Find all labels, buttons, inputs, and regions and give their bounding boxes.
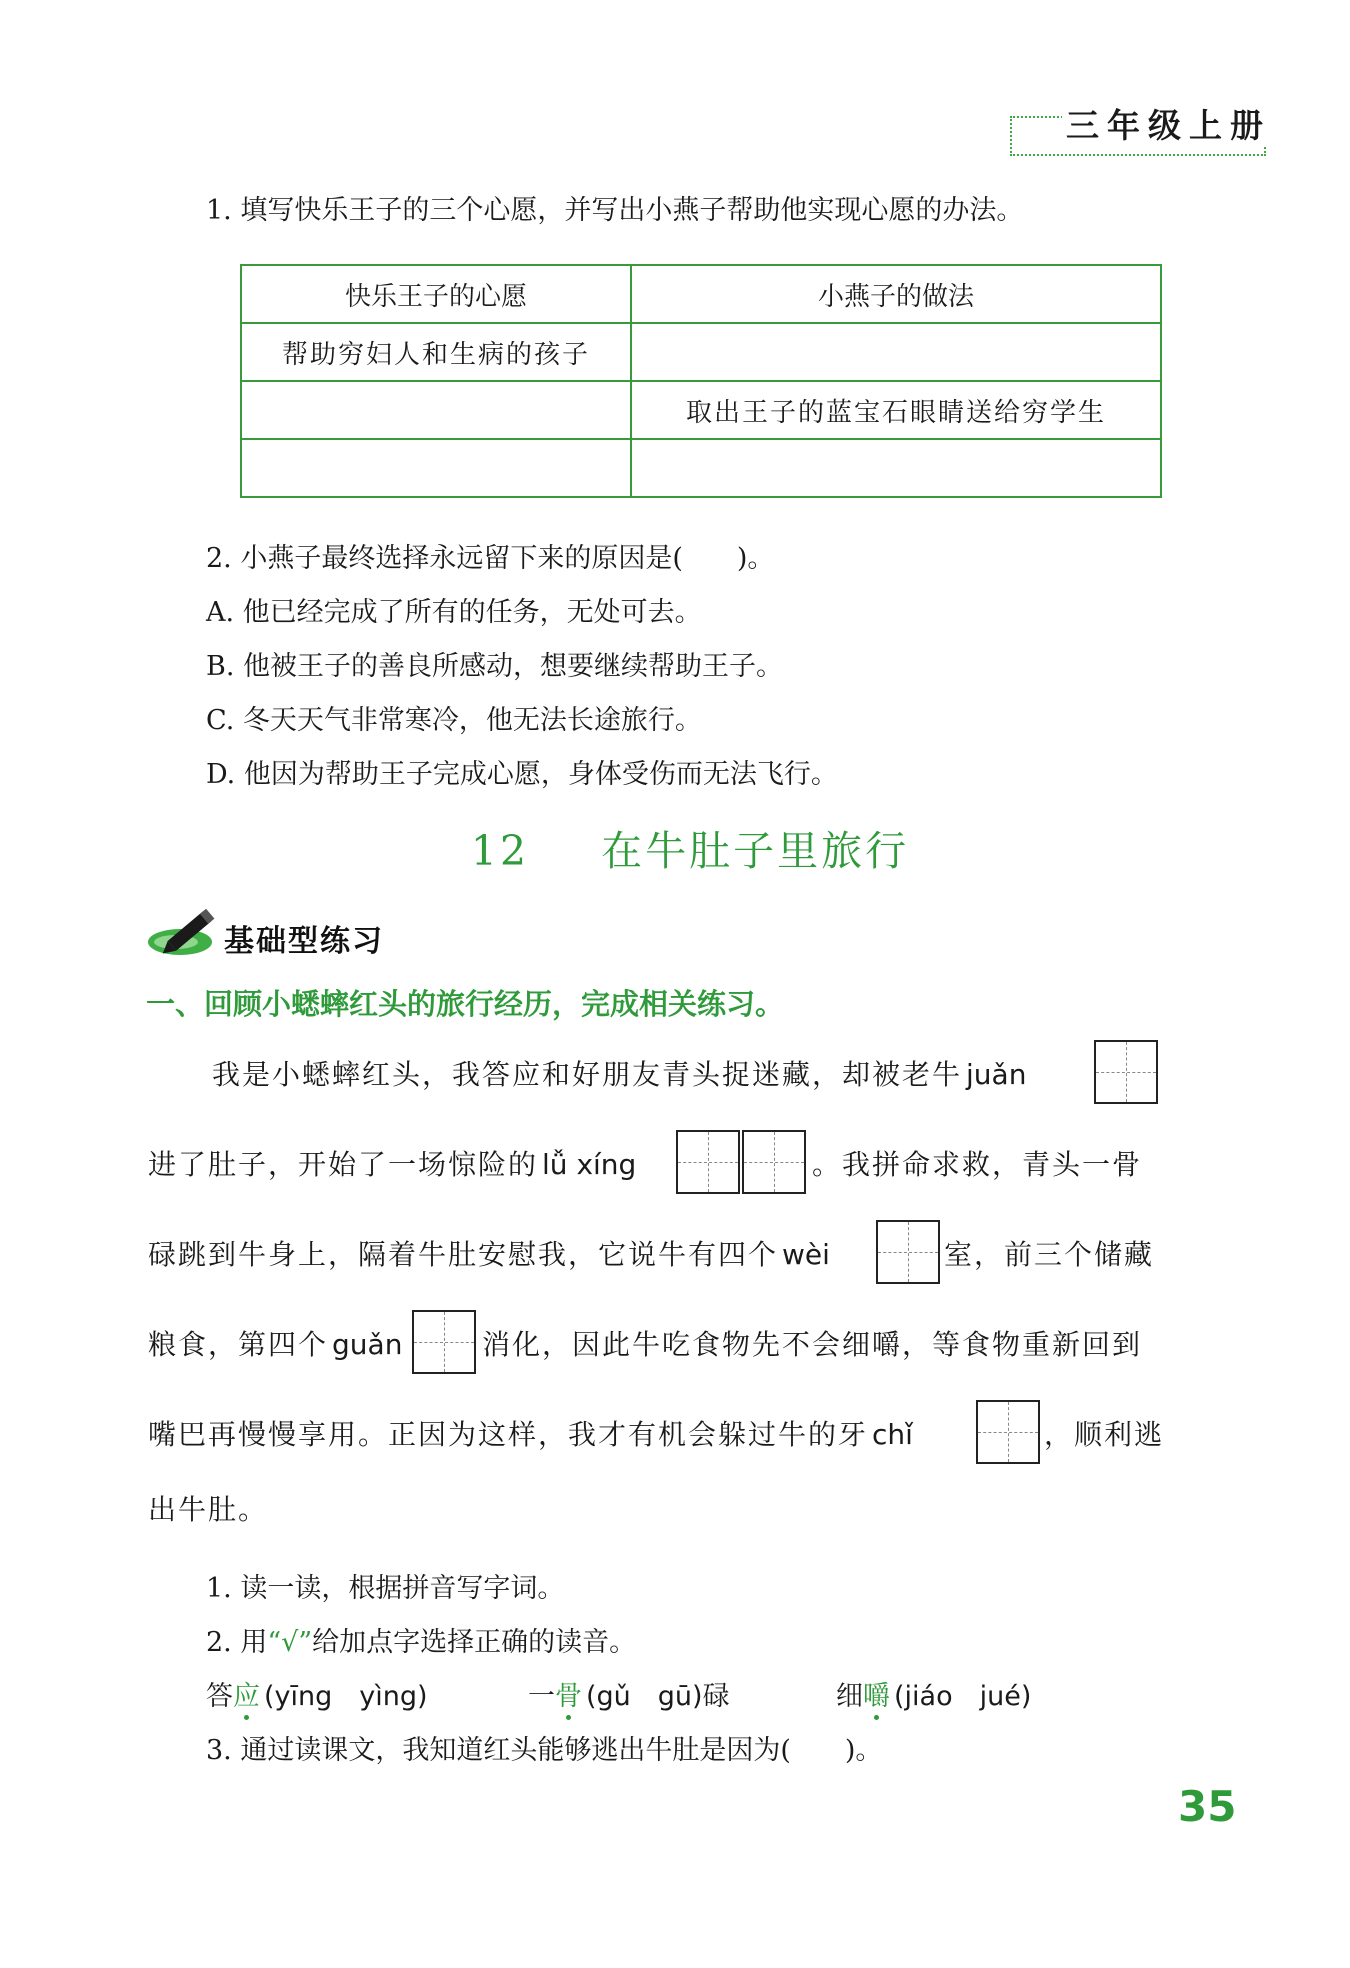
q2-option-b[interactable]: B. 他被王子的善良所感动，想要继续帮助王子。 [206, 651, 784, 682]
dotted-char: 应 [233, 1681, 260, 1712]
page-number: 35 [1178, 1782, 1237, 1831]
pencil-icon [146, 904, 228, 958]
cell-wish[interactable] [241, 439, 631, 497]
check-mark: “√” [267, 1627, 313, 1658]
task-2 [206, 1626, 636, 1660]
reading-choice-1[interactable] [206, 1680, 432, 1714]
dotted-char: 骨 [555, 1681, 582, 1712]
passage-line-3b: 室，前三个储藏 [944, 1238, 1155, 1271]
col-header-method: 小燕子的做法 [631, 265, 1161, 323]
pinyin-options: (gǔ gū)碌 [586, 1681, 730, 1712]
reading-choice-2[interactable] [528, 1680, 734, 1714]
task-text: 2. 用 [206, 1627, 268, 1658]
wish-table [240, 264, 1162, 498]
lesson-number: 12 [470, 827, 530, 875]
q2-option-c[interactable]: C. 冬天天气非常寒冷，他无法长途旅行。 [206, 705, 702, 736]
passage-line-4 [148, 1325, 406, 1365]
q1-prompt: 1. 填写快乐王子的三个心愿，并写出小燕子帮助他实现心愿的办法。 [206, 195, 1024, 226]
cell-wish[interactable] [241, 381, 631, 439]
pinyin-options: (yīng yìng) [264, 1681, 428, 1712]
q2-prompt: 2. 小燕子最终选择永远留下来的原因是( )。 [206, 543, 775, 574]
passage-line-5 [148, 1415, 917, 1455]
task-3: 3. 通过读课文，我知道红头能够逃出牛肚是因为( )。 [206, 1735, 883, 1766]
word-char: 答 [206, 1681, 233, 1712]
pinyin: guǎn [332, 1328, 403, 1361]
writing-box[interactable] [412, 1310, 476, 1374]
word-char: 一 [528, 1681, 555, 1712]
passage-line-1 [212, 1055, 1030, 1095]
lesson-title: 在牛肚子里旅行 [601, 827, 910, 875]
writing-box[interactable] [876, 1220, 940, 1284]
pinyin: lǚ xíng [542, 1148, 637, 1181]
table-row [241, 323, 1161, 381]
cell-method[interactable] [631, 323, 1161, 381]
passage-text: 嘴巴再慢慢享用。正因为这样，我才有机会躲过牛的牙 [148, 1418, 869, 1451]
cell-method[interactable] [631, 439, 1161, 497]
word-char: 细 [836, 1681, 863, 1712]
reading-choice-3[interactable] [836, 1680, 1035, 1714]
q2-option-d[interactable]: D. 他因为帮助王子完成心愿，身体受伤而无法飞行。 [206, 759, 838, 790]
passage-line-2b: 。我拼命求救，青头一骨 [812, 1148, 1143, 1181]
pinyin-options: (jiáo jué) [894, 1681, 1032, 1712]
table-header-row [241, 265, 1161, 323]
task-1: 1. 读一读，根据拼音写字词。 [206, 1573, 565, 1604]
lesson-heading [0, 818, 1350, 877]
table-row [241, 439, 1161, 497]
passage-text: 碌跳到牛身上，隔着牛肚安慰我，它说牛有四个 [148, 1238, 779, 1271]
passage-line-6: 出牛肚。 [148, 1493, 269, 1526]
writing-box[interactable] [976, 1400, 1040, 1464]
passage-text: 进了肚子，开始了一场惊险的 [148, 1148, 539, 1181]
pinyin: juǎn [966, 1058, 1027, 1091]
writing-box[interactable] [1094, 1040, 1158, 1104]
passage-line-3 [148, 1235, 834, 1275]
writing-box[interactable] [676, 1130, 740, 1194]
col-header-wish: 快乐王子的心愿 [241, 265, 631, 323]
passage-text: 粮食，第四个 [148, 1328, 329, 1361]
q2-option-a[interactable]: A. 他已经完成了所有的任务，无处可去。 [206, 597, 702, 628]
passage-line-5b: ，顺利逃 [1044, 1418, 1165, 1451]
task-text: 给加点字选择正确的读音。 [312, 1627, 637, 1658]
table-row [241, 381, 1161, 439]
passage-line-2 [148, 1145, 640, 1185]
pinyin: wèi [782, 1238, 830, 1271]
practice-label: 基础型练习 [224, 924, 384, 959]
cell-wish[interactable]: 帮助穷妇人和生病的孩子 [241, 323, 631, 381]
cell-method[interactable]: 取出王子的蓝宝石眼睛送给穷学生 [631, 381, 1161, 439]
dotted-char: 嚼 [863, 1681, 890, 1712]
passage-text: 我是小蟋蟀红头，我答应和好朋友青头捉迷藏，却被老牛 [212, 1058, 963, 1091]
passage-line-4b: 消化，因此牛吃食物先不会细嚼，等食物重新回到 [482, 1328, 1143, 1361]
writing-box[interactable] [742, 1130, 806, 1194]
grade-label: 三年级上册 [1062, 100, 1275, 147]
section-title: 一、回顾小蟋蟀红头的旅行经历，完成相关练习。 [146, 987, 785, 1021]
pinyin: chǐ [872, 1418, 913, 1451]
